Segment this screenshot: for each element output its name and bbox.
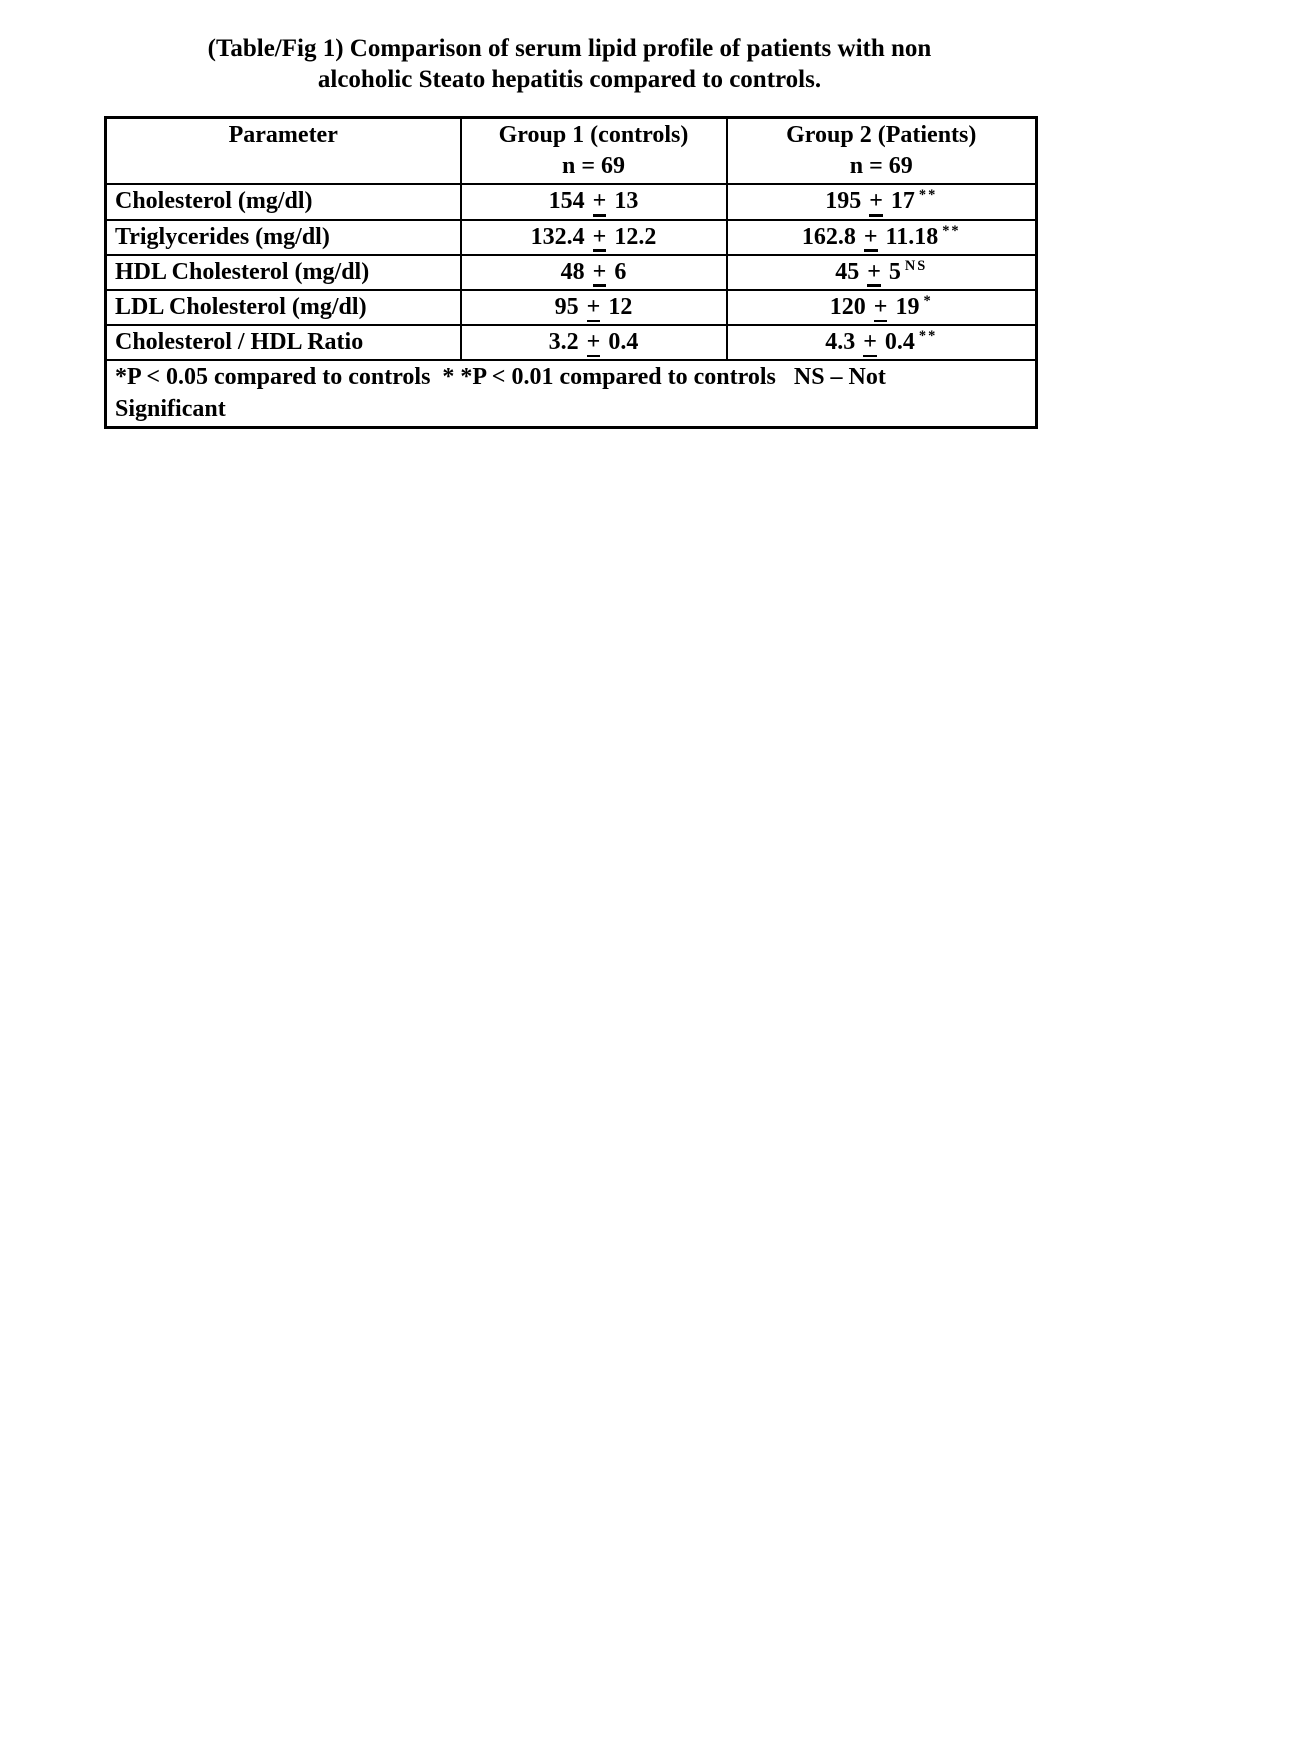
table-row [106,290,1037,325]
parameter-cell [106,220,461,255]
group2-mean: 162.8 [801,223,856,250]
group1-value-cell [461,255,727,290]
group2-sd: 17 [890,188,915,215]
group1-sd: 0.4 [608,329,639,356]
group1-sd: 12 [608,293,633,320]
parameter-cell [106,290,461,325]
plus-minus-symbol: + [593,257,607,288]
group1-mean: 154 [548,188,585,215]
significance-marker: * [923,292,933,309]
group1-sd: 13 [614,188,639,215]
group2-value-cell [727,290,1037,325]
plus-minus-symbol: + [869,186,883,217]
footnote-row [106,360,1037,427]
group2-sd: 11.18 [885,223,939,250]
header-parameter-label: Parameter [228,122,338,148]
plus-minus-symbol: + [587,292,601,323]
group2-sd: 5 [888,258,901,285]
plus-minus-symbol: + [874,292,888,323]
table-row [106,255,1037,290]
parameter-label: Triglycerides (mg/dl) [115,223,330,250]
group1-mean: 132.4 [530,223,585,250]
group2-value-cell [727,220,1037,255]
footnote-line1: *P < 0.05 compared to controls * *P < 0.01 compared to controls NS – Not [115,364,886,391]
plus-minus-symbol: + [587,327,601,358]
header-group1-label: Group 1 (controls) [498,122,689,148]
parameter-cell [106,255,461,290]
group2-sd: 0.4 [884,329,915,356]
significance-marker: ** [918,328,938,345]
lipid-profile-table [104,116,1038,429]
group1-value-cell [461,290,727,325]
table-title-line2: alcoholic Steato hepatitis compared to controls. [317,65,822,93]
group1-value-cell [461,184,727,219]
parameter-cell [106,184,461,219]
plus-minus-symbol: + [867,257,881,288]
group2-value-cell [727,255,1037,290]
group2-mean: 45 [835,258,860,285]
group1-sd: 6 [614,258,627,285]
group2-value-cell [727,325,1037,360]
parameter-label: HDL Cholesterol (mg/dl) [115,258,370,285]
header-row [106,118,1037,185]
group2-mean: 195 [825,188,862,215]
group1-mean: 95 [554,293,579,320]
table-row [106,325,1037,360]
plus-minus-symbol: + [863,327,877,358]
parameter-cell [106,325,461,360]
header-group1-n: n = 69 [561,153,626,180]
group1-mean: 3.2 [548,329,579,356]
header-cell-parameter [106,118,461,185]
parameter-label: LDL Cholesterol (mg/dl) [115,293,367,320]
significance-marker: ** [942,222,961,239]
significance-marker: ** [918,187,938,204]
group1-sd: 12.2 [614,223,657,250]
header-group2-label: Group 2 (Patients) [786,122,977,148]
content-area [104,34,1035,429]
header-cell-group1 [461,118,727,185]
plus-minus-symbol: + [864,222,878,253]
parameter-label: Cholesterol (mg/dl) [115,188,313,215]
table-title [104,34,1035,95]
footnote-cell [106,360,1037,427]
group2-sd: 19 [895,293,920,320]
header-group2-n: n = 69 [849,153,913,180]
plus-minus-symbol: + [593,186,607,217]
header-cell-group2 [727,118,1037,185]
footnote-line2: Significant [115,395,226,422]
parameter-label: Cholesterol / HDL Ratio [115,329,364,356]
table-row [106,184,1037,219]
significance-marker: NS [904,257,928,274]
group2-value-cell [727,184,1037,219]
group2-mean: 4.3 [825,329,856,356]
plus-minus-symbol: + [593,222,607,253]
group1-value-cell [461,325,727,360]
group1-mean: 48 [560,258,585,285]
group1-value-cell [461,220,727,255]
table-row [106,220,1037,255]
table-title-line1: (Table/Fig 1) Comparison of serum lipid profile of patients with non [207,35,932,62]
group2-mean: 120 [829,293,866,320]
